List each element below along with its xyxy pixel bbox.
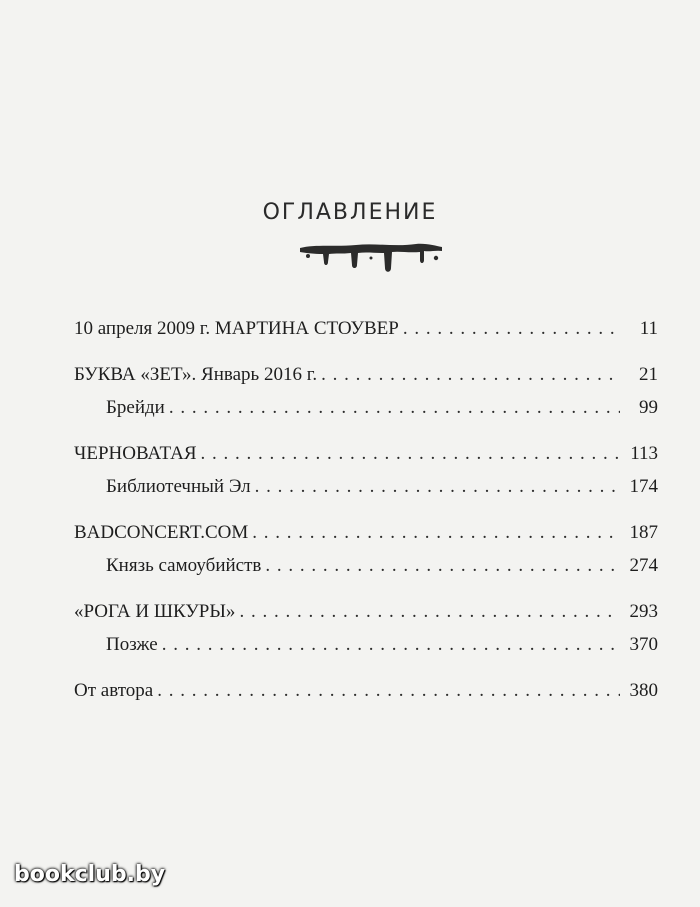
- leader-dots: [252, 516, 620, 549]
- leader-dots: [157, 674, 620, 707]
- toc-entry-page: 274: [629, 555, 658, 576]
- toc-entry-label: 10 апреля 2009 г. МАРТИНА СТОУВЕР: [74, 318, 399, 339]
- toc-entry-label: Библиотечный Эл: [106, 476, 251, 497]
- toc-entry: [74, 674, 658, 707]
- toc-entry: [74, 358, 658, 391]
- leader-dots: [239, 595, 620, 628]
- toc-subentry: [74, 470, 658, 503]
- leader-dots: [255, 470, 620, 503]
- leader-dots: [162, 628, 620, 661]
- toc-entry-page: 174: [629, 476, 658, 497]
- toc-heading: ОГЛАВЛЕНИЕ: [262, 200, 438, 225]
- toc-entry: [74, 437, 658, 470]
- toc-entry-page: 113: [630, 443, 658, 464]
- toc-subentry: [74, 549, 658, 582]
- toc-entry: [74, 516, 658, 549]
- toc-entry-page: 380: [629, 680, 658, 701]
- table-of-contents: [74, 312, 658, 707]
- toc-entry-page: 99: [639, 397, 658, 418]
- leader-dots: [321, 358, 620, 391]
- ink-drip-ornament-icon: [296, 238, 446, 274]
- toc-entry-label: БУКВА «ЗЕТ». Январь 2016 г.: [74, 364, 318, 385]
- toc-entry-label: ЧЕРНОВАТАЯ: [74, 443, 197, 464]
- leader-dots: [403, 312, 620, 345]
- toc-entry-label: Князь самоубийств: [106, 555, 262, 576]
- toc-entry-page: 187: [629, 522, 658, 543]
- toc-entry: [74, 312, 658, 345]
- leader-dots: [201, 437, 620, 470]
- toc-entry-label: «РОГА И ШКУРЫ»: [74, 601, 236, 622]
- toc-entry-page: 370: [629, 634, 658, 655]
- toc-entry-page: 293: [629, 601, 658, 622]
- toc-subentry: [74, 391, 658, 424]
- toc-entry-page: 11: [639, 318, 658, 339]
- toc-entry-label: От автора: [74, 680, 154, 701]
- toc-subentry: [74, 628, 658, 661]
- leader-dots: [265, 549, 620, 582]
- toc-entry-label: Брейди: [106, 397, 165, 418]
- toc-entry: [74, 595, 658, 628]
- site-watermark: bookclub.by: [14, 862, 166, 887]
- toc-entry-label: BADCONCERT.COM: [74, 522, 249, 543]
- toc-entry-page: 21: [639, 364, 658, 385]
- leader-dots: [169, 391, 620, 424]
- toc-entry-label: Позже: [106, 634, 158, 655]
